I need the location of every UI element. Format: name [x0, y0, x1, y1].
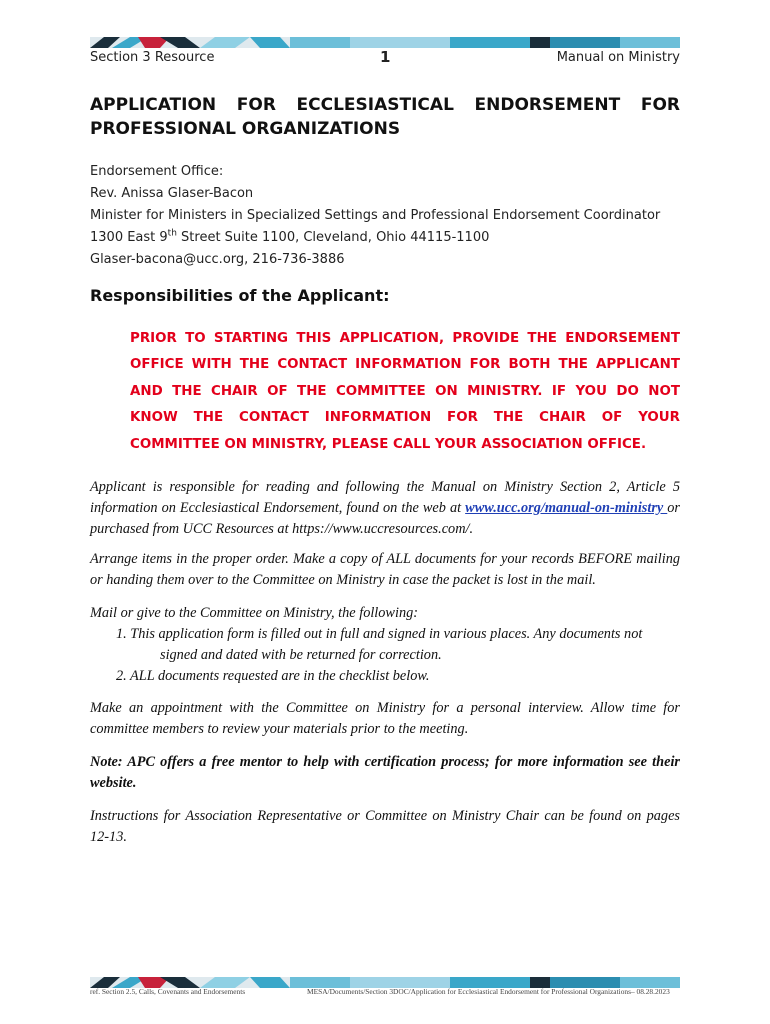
appointment-paragraph: Make an appointment with the Committee on Ministry for a personal interview. Allow time for committee members to review your materials prior to the meeting. [90, 700, 680, 737]
mail-items-list [90, 624, 680, 687]
title-word: APPLICATION [90, 95, 217, 115]
running-header [90, 48, 680, 68]
office-address [90, 227, 690, 249]
header-manual-label: Manual on Ministry [556, 50, 680, 65]
address-superscript: th [167, 228, 177, 239]
mentor-note-paragraph: Note: APC offers a free mentor to help with certification process; for more information see their website. [90, 754, 680, 791]
manual-on-ministry-link[interactable]: www.ucc.org/manual-on-ministry [465, 500, 668, 516]
title-word: ENDORSEMENT [474, 95, 621, 115]
document-title [90, 95, 680, 139]
office-contact-name: Rev. Anissa Glaser-Bacon [90, 186, 254, 201]
list-item [90, 624, 680, 666]
list-item: 2. ALL documents requested are in the checklist below. [116, 668, 430, 684]
title-word: FOR [236, 95, 276, 115]
footer-file-path: MESA/Documents/Section 3DOC/Application for Ecclesiastical Endorsement for Professional Organizations– 08.28.2023 [307, 987, 670, 996]
office-role: Minister for Ministers in Specialized Settings and Professional Endorsement Coordinator [90, 208, 661, 223]
endorsement-office-block [90, 161, 690, 271]
address-part: Street Suite 1100, Cleveland, Ohio 44115-1100 [176, 230, 490, 245]
running-footer [90, 987, 690, 999]
header-section-label: Section 3 Resource [90, 50, 215, 65]
mail-intro: Mail or give to the Committee on Ministry, the following: [90, 605, 418, 621]
paragraph-text: or purchased from UCC Resources at https://www.uccresources.com/. [90, 500, 680, 537]
reading-instructions-paragraph [90, 477, 680, 540]
list-item-continuation: signed and dated with be returned for correction. [160, 647, 442, 663]
contact-warning-notice: PRIOR TO STARTING THIS APPLICATION, PROVIDE THE ENDORSEMENT OFFICE WITH THE CONTACT INFORMATION FOR BOTH THE APPLICANT AND THE CHAIR OF THE COMMITTEE ON MINISTRY. IF YOU DO NOT KNOW THE CONTACT INFORMATION FOR THE CHAIR OF YOUR COMMITTEE ON MINISTRY, PLEASE CALL YOUR ASSOCIATION OFFICE. [130, 331, 680, 452]
paragraph-text: Applicant is responsible for reading and following the Manual on Ministry Section 2, Article 5 information on Ecclesiastical Endorsement, found on the web at [90, 479, 680, 516]
office-label: Endorsement Office: [90, 164, 224, 179]
address-part: 1300 East 9 [90, 230, 168, 245]
list-item-text: 1. This application form is filled out in full and signed in various places. Any documents not [116, 626, 643, 642]
arrange-items-paragraph: Arrange items in the proper order. Make a copy of ALL documents for your records BEFORE mailing or handing them over to the Committee on Ministry in case the packet is lost in the mail. [90, 551, 680, 588]
office-email-phone: Glaser-bacona@ucc.org, 216-736-3886 [90, 252, 345, 267]
header-decorative-band [90, 37, 680, 48]
chair-instructions-paragraph: Instructions for Association Representative or Committee on Ministry Chair can be found on pages 12-13. [90, 808, 680, 845]
responsibilities-heading: Responsibilities of the Applicant: [90, 286, 390, 305]
title-word: ECCLESIASTICAL [296, 95, 454, 115]
page-number: 1 [380, 48, 391, 66]
footer-reference: ref. Section 2.5, Calls, Covenants and Endorsements [90, 987, 246, 996]
title-line-1 [90, 95, 680, 119]
title-line-2: PROFESSIONAL ORGANIZATIONS [90, 119, 401, 139]
title-word: FOR [640, 95, 680, 115]
mail-instructions-paragraph [90, 603, 680, 687]
